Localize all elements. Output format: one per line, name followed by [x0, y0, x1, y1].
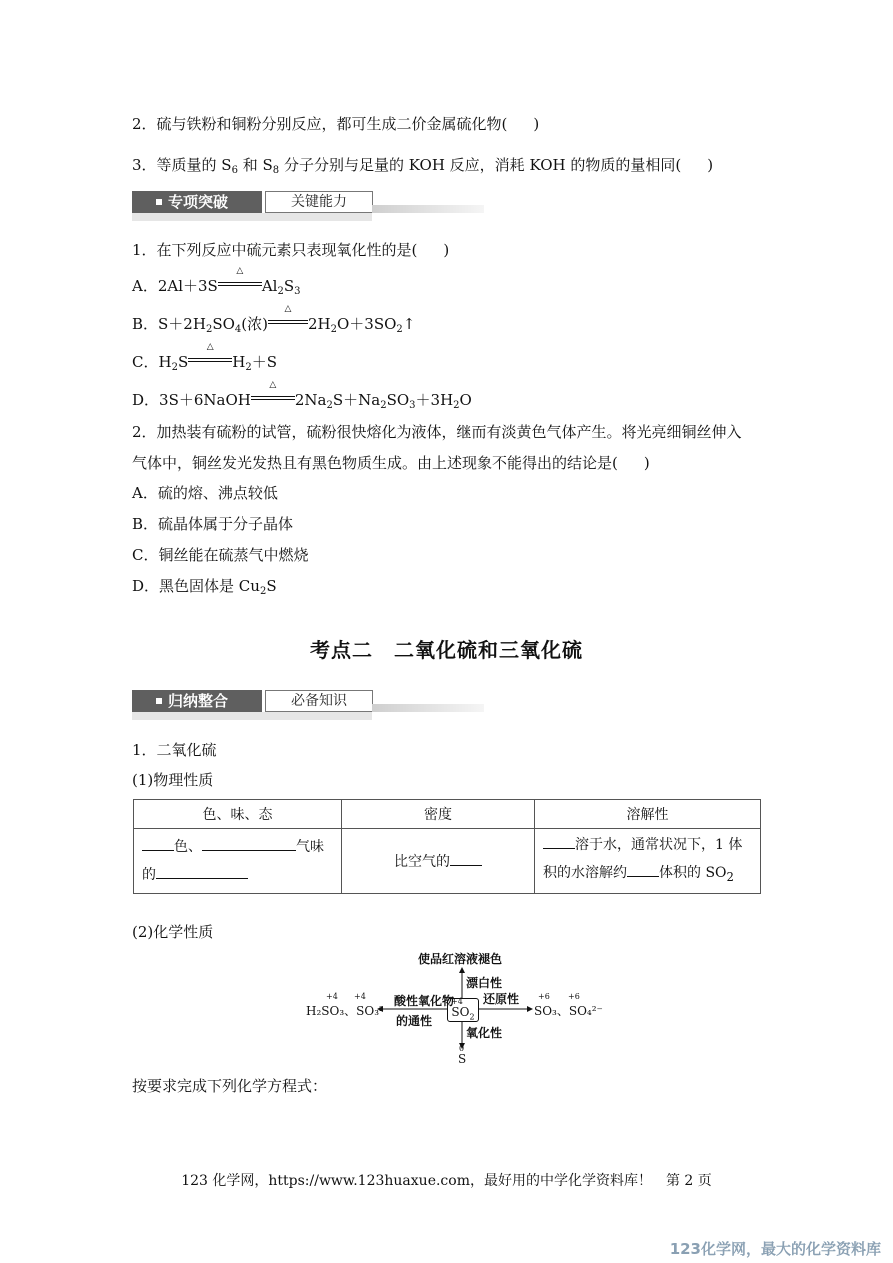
chemical-properties-title: (2)化学性质 — [132, 923, 214, 941]
judge-item-3: 3．等质量的 $S_6$ 和 $S_8$ 分子分别与足量的 KOH 反应，消耗 KOH 的物质的量相同( ) — [132, 156, 714, 176]
so2-property-diagram — [300, 948, 603, 1070]
square-bullet-icon — [156, 199, 162, 205]
table-header: 色、味、态 — [134, 800, 342, 829]
banner-special-breakthrough: 专项突破 关键能力 — [132, 191, 484, 221]
task-instruction: 按要求完成下列化学方程式： — [132, 1077, 328, 1095]
question-1-stem: 1．在下列反应中硫元素只表现氧化性的是( ) — [132, 241, 450, 259]
page-footer: 123 化学网，https://www.123huaxue.com，最好用的中学化学资料库！ 第 2 页 — [181, 1173, 712, 1189]
table-cell-color-odor-state: 色、 气味 的 — [134, 829, 342, 894]
equal-heat-sign: △ — [218, 276, 262, 296]
question-2-line-1: 2．加热装有硫粉的试管，硫粉很快熔化为液体，继而有淡黄色气体产生。将光亮细铜丝伸入 — [132, 423, 742, 441]
question-2-line-2: 气体中，铜丝发光发热且有黑色物质生成。由上述现象不能得出的结论是( ) — [132, 454, 650, 472]
diagram-acid-label-2: 的通性 — [396, 1014, 433, 1028]
watermark: 123化学网，最大的化学资料库 — [669, 1240, 881, 1258]
judge-item-2: 2．硫与铁粉和铜粉分别反应，都可生成二价金属硫化物( ) — [132, 115, 540, 133]
diagram-bleach-label: 漂白性 — [466, 976, 503, 990]
diagram-right-products: +6 +6 SO₃、SO₄²⁻ — [534, 992, 603, 1018]
table-header: 密度 — [342, 800, 535, 829]
physical-properties-table — [133, 799, 761, 894]
equal-heat-sign: △ — [251, 390, 295, 410]
diagram-left-products: +4 +4 H₂SO₃、SO₃²⁻ — [306, 992, 391, 1018]
diagram-acid-label-1: 酸性氧化物 — [394, 994, 455, 1008]
option-1a: A．2Al＋3S △ $Al_2S_3$ — [132, 266, 301, 297]
table-cell-density: 比空气的 — [342, 829, 535, 894]
so2-center-box: +4 $SO_2$ — [447, 998, 479, 1022]
physical-properties-title: (1)物理性质 — [132, 771, 214, 789]
option-1d: D．3S＋6NaOH △ $2Na_2S+Na_2SO_3+3H_2O$ — [132, 380, 472, 411]
blank[interactable] — [450, 851, 482, 866]
banner-summary: 归纳整合 必备知识 — [132, 690, 484, 720]
blank[interactable] — [142, 836, 174, 851]
option-2a: A．硫的熔、沸点较低 — [132, 484, 278, 502]
diagram-oxid-label: 氧化性 — [466, 1026, 503, 1040]
blank[interactable] — [202, 836, 296, 851]
diagram-bottom-product: 0 S — [458, 1044, 467, 1066]
table-cell-solubility: 溶于水，通常状况下，1 体 积的水溶解约 体积的 $SO_2$ — [535, 829, 761, 894]
diagram-reduce-label: 还原性 — [483, 992, 520, 1006]
so2-title: 1．二氧化硫 — [132, 741, 217, 759]
equal-heat-sign: △ — [188, 352, 232, 372]
option-1c: C．$H_2S$ △ $H_2+S$ — [132, 342, 277, 373]
blank[interactable] — [156, 864, 248, 879]
blank[interactable] — [627, 862, 659, 877]
equal-heat-sign: △ — [268, 314, 308, 334]
option-2d: D．黑色固体是 $Cu_2S$ — [132, 577, 277, 597]
blank[interactable] — [543, 834, 575, 849]
up-arrow-icon: ↑ — [402, 315, 416, 333]
option-2b: B．硫晶体属于分子晶体 — [132, 515, 294, 533]
square-bullet-icon — [156, 698, 162, 704]
diagram-top-label: 使品红溶液褪色 — [418, 952, 503, 966]
option-2c: C．铜丝能在硫蒸气中燃烧 — [132, 546, 309, 564]
table-header: 溶解性 — [535, 800, 761, 829]
section-heading: 考点二 二氧化硫和三氧化硫 — [310, 638, 583, 662]
option-1b: B．$S+2H_2SO_4$(浓) △ $2H_2O+3SO_2↑$ — [132, 304, 416, 335]
